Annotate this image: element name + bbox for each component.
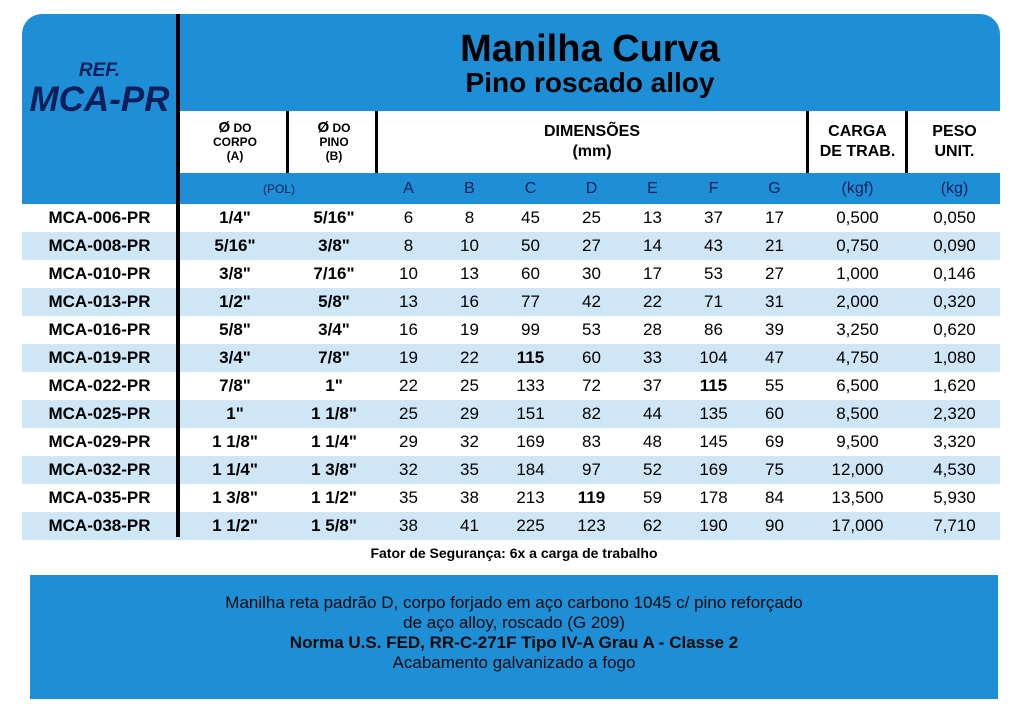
page-subtitle: Pino roscado alloy: [465, 67, 715, 98]
header-corpo: Ø DO CORPO (A): [212, 119, 257, 163]
cell-pino: 1 5/8": [311, 516, 357, 535]
cell-carga: 9,500: [836, 432, 879, 451]
cell-ref: MCA-008-PR: [48, 236, 151, 255]
cell-carga: 13,500: [831, 488, 884, 507]
cell-dim-c: 115: [516, 348, 545, 367]
cell-corpo: 1/2": [219, 292, 251, 311]
cell-carga: 2,000: [836, 292, 879, 311]
footer-line-1: Manilha reta padrão D, corpo forjado em aço carbono 1045 c/ pino reforçado: [225, 593, 803, 612]
cell-dim-c: 225: [516, 516, 545, 535]
cell-pino: 1 3/8": [311, 460, 357, 479]
cell-dim-d: 53: [582, 320, 601, 339]
cell-dim-e: 22: [643, 292, 662, 311]
cell-dim-d: 30: [582, 264, 601, 283]
dim-header-f: F: [708, 179, 719, 197]
cell-ref: MCA-029-PR: [48, 432, 151, 451]
cell-dim-g: 60: [765, 404, 784, 423]
cell-carga: 0,750: [836, 236, 879, 255]
cell-dim-b: 10: [460, 236, 479, 255]
cell-dim-f: 86: [704, 320, 723, 339]
footer-line-4: Acabamento galvanizado a fogo: [392, 653, 636, 672]
cell-corpo: 3/8": [219, 264, 251, 283]
dim-header-g: G: [768, 179, 781, 197]
table-row: [22, 204, 1000, 232]
cell-ref: MCA-032-PR: [48, 460, 151, 479]
footer-panel: [30, 575, 998, 699]
cell-dim-b: 25: [460, 376, 479, 395]
cell-dim-d: 25: [582, 208, 601, 227]
cell-carga: 1,000: [836, 264, 879, 283]
cell-corpo: 7/8": [219, 376, 251, 395]
dim-header-a: A: [403, 179, 414, 197]
table-row: [22, 372, 1000, 400]
cell-pino: 3/4": [318, 320, 350, 339]
cell-corpo: 3/4": [219, 348, 251, 367]
cell-dim-g: 17: [765, 208, 784, 227]
cell-dim-e: 52: [643, 460, 662, 479]
cell-dim-d: 123: [577, 516, 606, 535]
cell-peso: 0,620: [933, 320, 976, 339]
cell-dim-e: 14: [643, 236, 662, 255]
cell-dim-b: 32: [460, 432, 479, 451]
dim-header-b: B: [464, 179, 475, 197]
cell-carga: 12,000: [831, 460, 884, 479]
cell-dim-d: 82: [582, 404, 601, 423]
ref-column-divider: [176, 14, 180, 537]
cell-corpo: 1 1/4": [212, 460, 258, 479]
cell-carga: 17,000: [831, 516, 884, 535]
cell-dim-a: 10: [399, 264, 418, 283]
cell-dim-g: 75: [765, 460, 784, 479]
cell-ref: MCA-025-PR: [48, 404, 151, 423]
cell-dim-b: 13: [460, 264, 479, 283]
cell-dim-d: 42: [582, 292, 601, 311]
cell-peso: 0,050: [933, 208, 976, 227]
cell-dim-c: 184: [516, 460, 545, 479]
cell-dim-d: 60: [582, 348, 601, 367]
cell-ref: MCA-006-PR: [48, 208, 151, 227]
cell-dim-f: 115: [699, 376, 728, 395]
footer-line-3: Norma U.S. FED, RR-C-271F Tipo IV-A Grau A - Classe 2: [289, 633, 739, 652]
table-row: [22, 484, 1000, 512]
cell-corpo: 1 3/8": [212, 488, 258, 507]
cell-dim-g: 90: [765, 516, 784, 535]
cell-dim-c: 50: [521, 236, 540, 255]
cell-dim-e: 17: [643, 264, 662, 283]
header-peso: PESO UNIT.: [932, 123, 977, 160]
header-pino: Ø DO PINO (B): [317, 119, 351, 163]
cell-dim-c: 133: [516, 376, 545, 395]
diameter-symbol: Ø: [218, 119, 231, 136]
cell-dim-a: 8: [403, 236, 414, 255]
cell-peso: 1,080: [933, 348, 976, 367]
cell-dim-c: 169: [516, 432, 545, 451]
cell-dim-e: 37: [643, 376, 662, 395]
cell-ref: MCA-010-PR: [48, 264, 151, 283]
cell-dim-b: 38: [460, 488, 479, 507]
cell-ref: MCA-016-PR: [48, 320, 151, 339]
table-row: [22, 344, 1000, 372]
cell-dim-d: 27: [582, 236, 601, 255]
page-title: Manilha Curva: [460, 28, 720, 70]
cell-dim-f: 53: [704, 264, 723, 283]
cell-carga: 4,750: [836, 348, 879, 367]
cell-dim-e: 33: [643, 348, 662, 367]
cell-pino: 1": [325, 376, 343, 395]
cell-corpo: 1/4": [219, 208, 251, 227]
cell-dim-f: 190: [699, 516, 728, 535]
header-carga: CARGA DE TRAB.: [819, 123, 896, 160]
cell-peso: 0,146: [933, 264, 976, 283]
cell-corpo: 5/8": [219, 320, 251, 339]
cell-pino: 7/16": [313, 264, 355, 283]
header-divider: [806, 111, 809, 173]
cell-dim-a: 16: [399, 320, 418, 339]
cell-dim-a: 35: [399, 488, 418, 507]
cell-dim-e: 62: [643, 516, 662, 535]
cell-dim-g: 21: [765, 236, 784, 255]
cell-dim-g: 31: [765, 292, 784, 311]
safety-factor-note: Fator de Segurança: 6x a carga de trabalho: [370, 545, 658, 561]
cell-dim-d: 72: [582, 376, 601, 395]
cell-pino: 1 1/4": [311, 432, 357, 451]
table-row: [22, 456, 1000, 484]
cell-corpo: 1 1/2": [212, 516, 258, 535]
cell-dim-b: 19: [460, 320, 479, 339]
dim-header-c: C: [524, 179, 537, 197]
header-dimensoes: DIMENSÕES (mm): [543, 123, 640, 160]
cell-dim-g: 69: [765, 432, 784, 451]
ref-label: REF.: [78, 60, 121, 81]
cell-dim-a: 25: [399, 404, 418, 423]
carga-unit: (kgf): [841, 179, 874, 197]
table-row: [22, 288, 1000, 316]
ref-block: [22, 60, 177, 118]
table-row: [22, 232, 1000, 260]
cell-dim-g: 84: [765, 488, 784, 507]
cell-dim-g: 47: [765, 348, 784, 367]
cell-carga: 3,250: [836, 320, 879, 339]
cell-dim-a: 19: [399, 348, 418, 367]
cell-peso: 5,930: [933, 488, 976, 507]
cell-dim-c: 213: [516, 488, 545, 507]
cell-ref: MCA-035-PR: [48, 488, 151, 507]
diameter-symbol: Ø: [317, 119, 330, 136]
cell-ref: MCA-022-PR: [48, 376, 151, 395]
subheader-row: [180, 173, 1000, 204]
cell-dim-f: 178: [699, 488, 728, 507]
cell-dim-e: 59: [643, 488, 662, 507]
footer-line-2: de aço alloy, roscado (G 209): [403, 613, 625, 632]
table-row: [22, 260, 1000, 288]
cell-dim-f: 145: [699, 432, 728, 451]
ref-code: MCA-PR: [29, 80, 170, 119]
cell-pino: 5/16": [313, 208, 355, 227]
cell-dim-b: 8: [464, 208, 475, 227]
cell-ref: MCA-019-PR: [48, 348, 151, 367]
cell-dim-a: 29: [399, 432, 418, 451]
cell-dim-f: 104: [699, 348, 728, 367]
title-box: [180, 14, 1000, 110]
cell-dim-f: 43: [704, 236, 723, 255]
cell-ref: MCA-013-PR: [48, 292, 151, 311]
cell-dim-e: 44: [643, 404, 662, 423]
cell-dim-f: 71: [704, 292, 723, 311]
dim-header-e: E: [647, 179, 658, 197]
cell-dim-d: 97: [582, 460, 601, 479]
cell-pino: 7/8": [318, 348, 350, 367]
cell-dim-g: 55: [765, 376, 784, 395]
cell-dim-c: 45: [521, 208, 540, 227]
cell-peso: 4,530: [933, 460, 976, 479]
table-row: [22, 428, 1000, 456]
cell-carga: 0,500: [836, 208, 879, 227]
pol-label: (POL): [262, 181, 295, 196]
cell-dim-d: 119: [577, 488, 606, 507]
cell-dim-a: 32: [399, 460, 418, 479]
cell-dim-f: 135: [699, 404, 728, 423]
cell-dim-b: 41: [460, 516, 479, 535]
cell-dim-c: 151: [516, 404, 545, 423]
cell-peso: 1,620: [933, 376, 976, 395]
cell-dim-b: 16: [460, 292, 479, 311]
cell-corpo: 1 1/8": [212, 432, 258, 451]
cell-carga: 6,500: [836, 376, 879, 395]
cell-peso: 2,320: [933, 404, 976, 423]
peso-unit: (kg): [940, 179, 969, 197]
header-divider: [905, 111, 908, 173]
cell-dim-c: 60: [521, 264, 540, 283]
cell-corpo: 5/16": [214, 236, 256, 255]
cell-pino: 1 1/8": [311, 404, 357, 423]
cell-pino: 1 1/2": [311, 488, 357, 507]
cell-pino: 3/8": [318, 236, 350, 255]
cell-dim-a: 13: [399, 292, 418, 311]
cell-dim-b: 35: [460, 460, 479, 479]
cell-dim-c: 77: [521, 292, 540, 311]
cell-dim-c: 99: [521, 320, 540, 339]
table-row: [22, 316, 1000, 344]
dim-header-d: D: [585, 179, 598, 197]
cell-carga: 8,500: [836, 404, 879, 423]
cell-peso: 3,320: [933, 432, 976, 451]
cell-peso: 0,320: [933, 292, 976, 311]
cell-dim-e: 13: [643, 208, 662, 227]
cell-dim-b: 29: [460, 404, 479, 423]
cell-dim-f: 169: [699, 460, 728, 479]
cell-dim-g: 39: [765, 320, 784, 339]
cell-dim-f: 37: [704, 208, 723, 227]
cell-pino: 5/8": [318, 292, 350, 311]
table-row: [22, 400, 1000, 428]
cell-dim-a: 6: [403, 208, 414, 227]
cell-dim-d: 83: [582, 432, 601, 451]
cell-peso: 0,090: [933, 236, 976, 255]
table-row: [22, 512, 1000, 540]
spec-table: [22, 204, 1000, 540]
cell-dim-a: 22: [399, 376, 418, 395]
header-divider: [286, 111, 289, 173]
cell-dim-e: 28: [643, 320, 662, 339]
cell-dim-e: 48: [643, 432, 662, 451]
cell-ref: MCA-038-PR: [48, 516, 151, 535]
cell-dim-g: 27: [765, 264, 784, 283]
cell-peso: 7,710: [933, 516, 976, 535]
cell-dim-b: 22: [460, 348, 479, 367]
header-divider: [375, 111, 378, 173]
cell-dim-a: 38: [399, 516, 418, 535]
cell-corpo: 1": [226, 404, 244, 423]
